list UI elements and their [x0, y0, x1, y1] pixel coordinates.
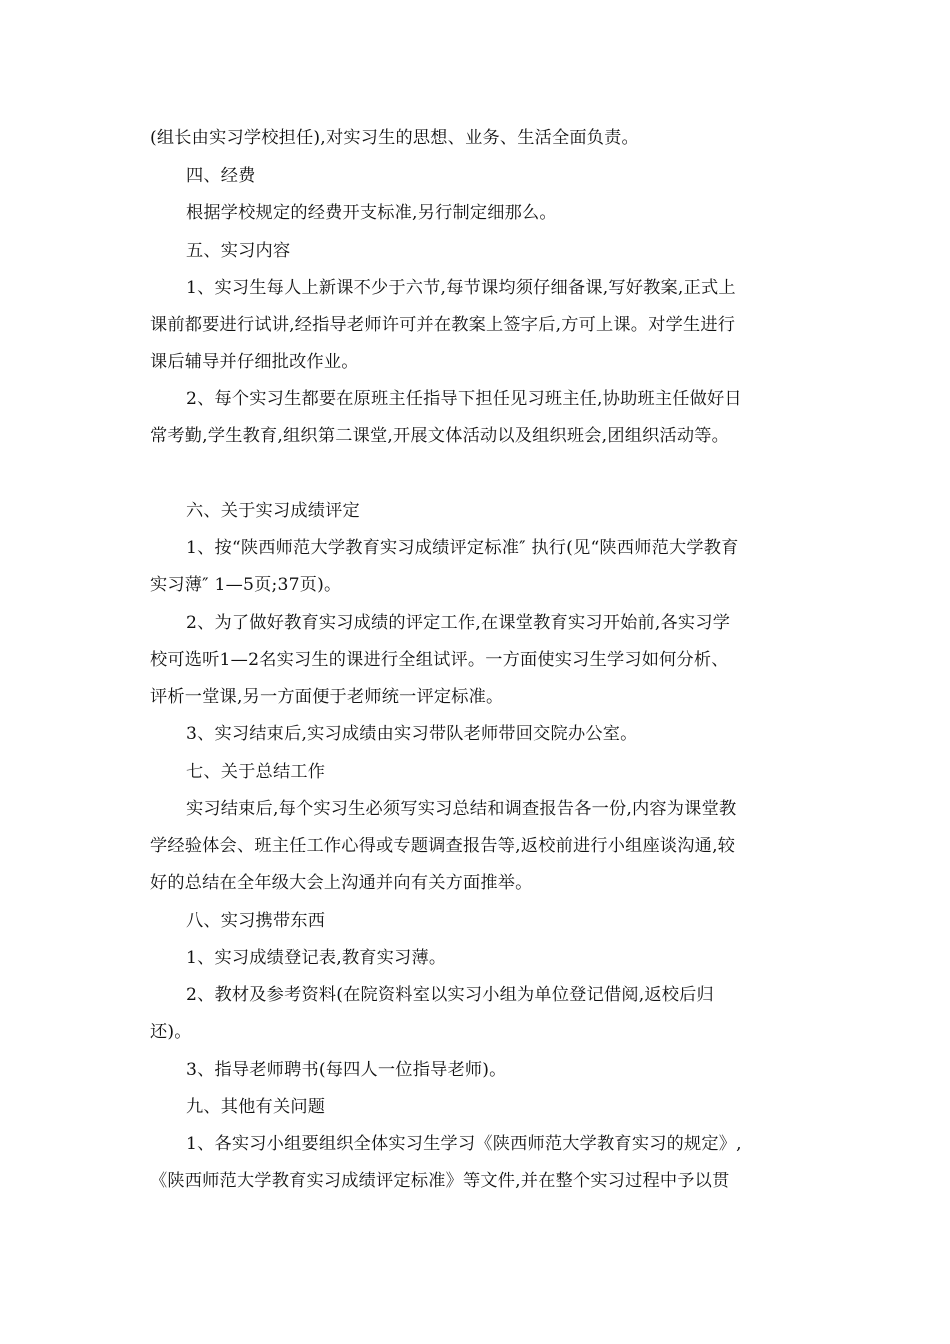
section-heading: 八、实习携带东西 — [186, 911, 326, 931]
text-line: 根据学校规定的经费开支标准,另行制定细那么。 — [186, 203, 557, 223]
section-heading: 四、经费 — [186, 166, 256, 186]
text-line: 评析一堂课,另一方面便于老师统一评定标准。 — [150, 687, 504, 707]
section-heading: 七、关于总结工作 — [186, 762, 326, 782]
text-line: 还)。 — [150, 1022, 192, 1042]
text-line: 实习结束后,每个实习生必须写实习总结和调查报告各一份,内容为课堂教 — [186, 799, 737, 819]
text-line: 2、每个实习生都要在原班主任指导下担任见习班主任,协助班主任做好日 — [186, 389, 742, 409]
section-heading: 六、关于实习成绩评定 — [186, 501, 360, 521]
text-line: 常考勤,学生教育,组织第二课堂,开展文体活动以及组织班会,团组织活动等。 — [150, 426, 730, 446]
text-line: 实习薄″ 1—5页;37页)。 — [150, 575, 342, 595]
text-line: (组长由实习学校担任),对实习生的思想、业务、生活全面负责。 — [150, 128, 639, 148]
section-heading: 五、实习内容 — [186, 241, 291, 261]
text-line: 1、各实习小组要组织全体实习生学习《陕西师范大学教育实习的规定》, — [186, 1134, 742, 1154]
text-line: 学经验体会、班主任工作心得或专题调查报告等,返校前进行小组座谈沟通,较 — [150, 836, 736, 856]
text-line: 校可选听1—2名实习生的课进行全组试评。一方面使实习生学习如何分析、 — [150, 650, 729, 670]
text-line: 2、为了做好教育实习成绩的评定工作,在课堂教育实习开始前,各实习学 — [186, 613, 731, 633]
text-line: 好的总结在全年级大会上沟通并向有关方面推举。 — [150, 873, 533, 893]
text-line: 1、实习成绩登记表,教育实习薄。 — [186, 948, 447, 968]
text-line: 《陕西师范大学教育实习成绩评定标准》等文件,并在整个实习过程中予以贯 — [150, 1171, 730, 1191]
text-line: 课前都要进行试讲,经指导老师许可并在教案上签字后,方可上课。对学生进行 — [150, 315, 736, 335]
text-line: 课后辅导并仔细批改作业。 — [150, 352, 359, 372]
section-heading: 九、其他有关问题 — [186, 1097, 326, 1117]
text-line: 3、指导老师聘书(每四人一位指导老师)。 — [186, 1060, 507, 1080]
text-line: 3、实习结束后,实习成绩由实习带队老师带回交院办公室。 — [186, 724, 638, 744]
text-line: 2、教材及参考资料(在院资料室以实习小组为单位登记借阅,返校后归 — [186, 985, 714, 1005]
text-line: 1、按“陕西师范大学教育实习成绩评定标准″ 执行(见“陕西师范大学教育 — [186, 538, 739, 558]
text-line: 1、实习生每人上新课不少于六节,每节课均须仔细备课,写好教案,正式上 — [186, 278, 736, 298]
